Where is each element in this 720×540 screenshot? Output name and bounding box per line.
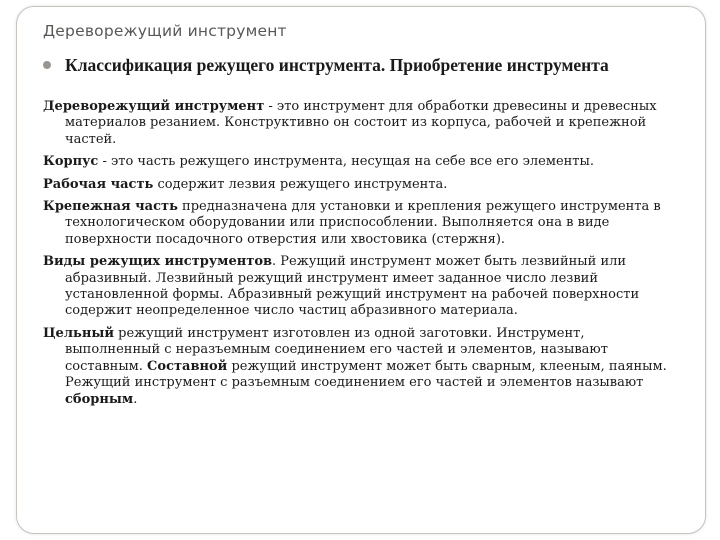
paragraph-text: - это часть режущего инструмента, несущая на себе все его элементы. bbox=[98, 154, 594, 170]
bullet-icon bbox=[43, 61, 51, 69]
paragraph-definition bbox=[43, 99, 683, 148]
paragraph-text: предназначена для установки и крепления режущего инструмента в технологическом оборудовании или приспособлении. Выполняется она в виде поверхности посадочного отверстия или хвостовика (стержня). bbox=[65, 199, 661, 247]
paragraph-solid-tool bbox=[43, 326, 683, 408]
term: Цельный bbox=[43, 325, 115, 341]
paragraph-text: содержит лезвия режущего инструмента. bbox=[153, 176, 448, 192]
page-title: Дереворежущий инструмент bbox=[43, 22, 287, 40]
paragraph-text: режущий инструмент изготовлен из одной заготовки. Инструмент, выполненный с неразъемным соединением его частей и элементов, называют составным. bbox=[65, 325, 608, 374]
paragraph-working-part bbox=[43, 177, 683, 193]
body-text bbox=[43, 99, 683, 414]
paragraph-text: . Режущий инструмент может быть лезвийный или абразивный. Лезвийный режущий инструмент имеет заданное число лезвий установленной формы. Абразивный режущий инструмент на рабочей поверхности содержит неопределенное число частиц абразивного материала. bbox=[65, 254, 640, 319]
term: Дереворежущий инструмент bbox=[43, 99, 265, 114]
paragraph-body bbox=[43, 154, 683, 170]
section-heading-text: Классификация режущего инструмента. Приобретение инструмента bbox=[65, 55, 609, 75]
paragraph-text: режущий инструмент может быть сварным, клееным, паяным. Режущий инструмент с разъемным соединением его частей и элементов называют bbox=[65, 358, 667, 391]
term: сборным bbox=[65, 391, 134, 407]
paragraph-tool-types bbox=[43, 254, 683, 320]
term: Составной bbox=[147, 358, 228, 374]
term: Рабочая часть bbox=[43, 176, 154, 192]
term: Корпус bbox=[43, 154, 99, 170]
paragraph-mounting-part bbox=[43, 199, 683, 248]
paragraph-text: - это инструмент для обработки древесины и древесных материалов резанием. Конструктивно он состоит из корпуса, рабочей и крепежной частей. bbox=[65, 99, 657, 147]
section-heading bbox=[43, 56, 663, 74]
term: Крепежная часть bbox=[43, 199, 178, 215]
term: Виды режущих инструментов bbox=[43, 254, 273, 270]
paragraph-text: . bbox=[133, 391, 138, 407]
